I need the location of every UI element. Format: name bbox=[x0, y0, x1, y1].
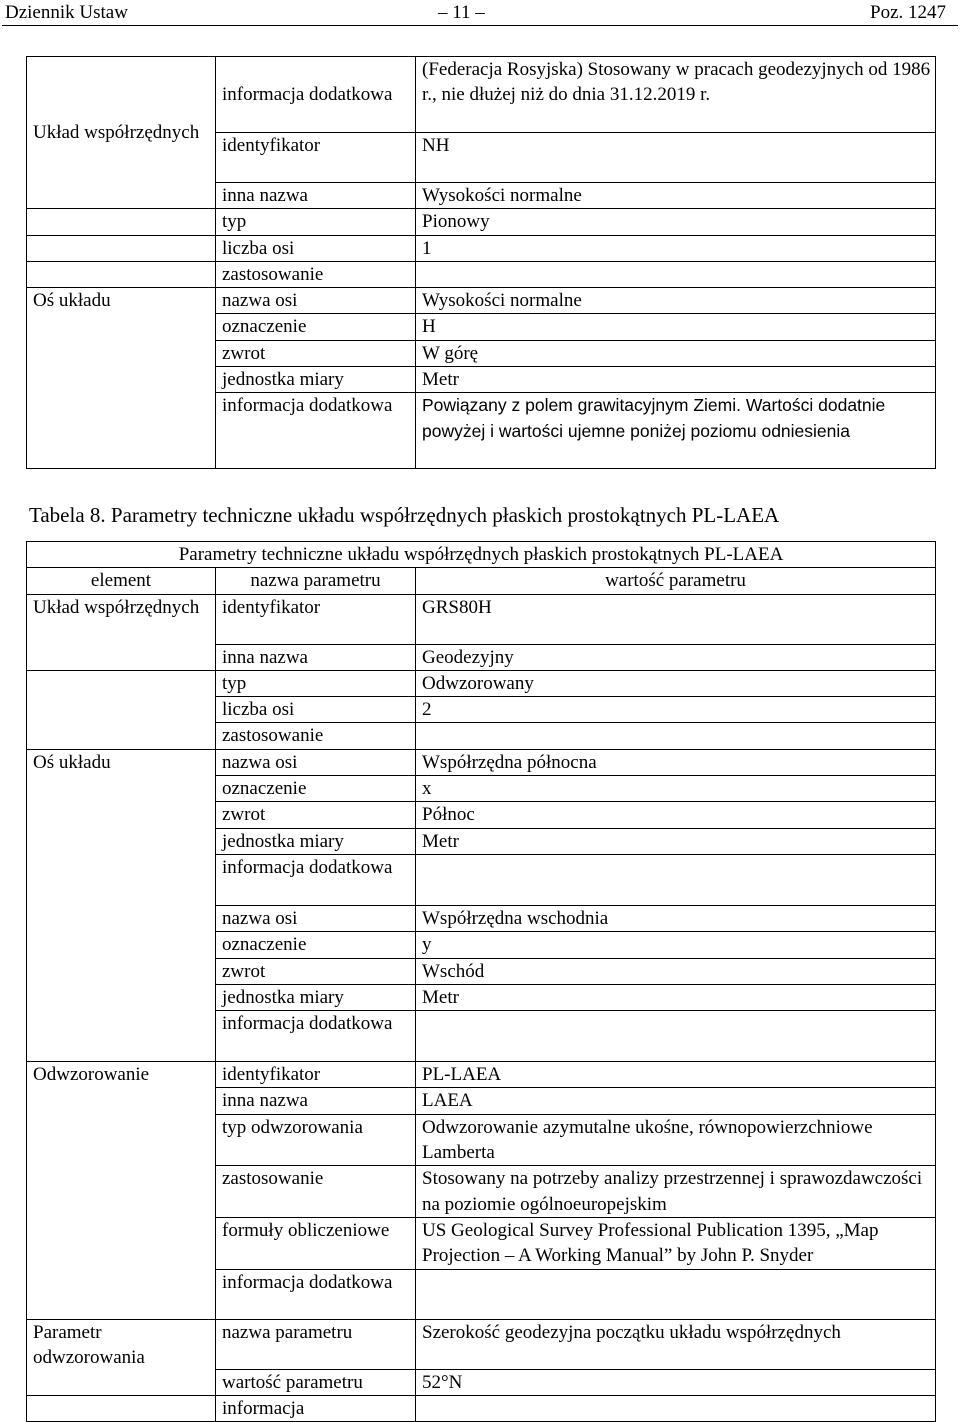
typ-value: Odwzorowany bbox=[416, 670, 936, 696]
axis2-ozn-label: oznaczenie bbox=[216, 932, 416, 958]
odw-typ-value: Odwzorowanie azymutalne ukośne, równopowierzchniowe Lamberta bbox=[416, 1114, 936, 1166]
nazwa-osi-label: nazwa osi bbox=[216, 288, 416, 314]
inna-label: inna nazwa bbox=[216, 644, 416, 670]
inna-label: inna nazwa bbox=[216, 183, 416, 209]
axis2-info-label: informacja dodatkowa bbox=[216, 1011, 416, 1062]
os-label: Oś układu bbox=[27, 749, 216, 1061]
param-info-value bbox=[416, 1395, 936, 1421]
zwrot-label: zwrot bbox=[216, 340, 416, 366]
coordinate-system-table-continued bbox=[26, 56, 936, 469]
axis1-info-value bbox=[416, 854, 936, 905]
odw-label: Odwzorowanie bbox=[27, 1062, 216, 1319]
odw-ident-label: identyfikator bbox=[216, 1062, 416, 1088]
uklad-filler bbox=[27, 670, 216, 749]
odw-info-value bbox=[416, 1269, 936, 1319]
typ-label: typ bbox=[216, 209, 416, 235]
axis1-zwrot-label: zwrot bbox=[216, 802, 416, 828]
ident-label: identyfikator bbox=[216, 133, 416, 183]
axis1-ozn-label: oznaczenie bbox=[216, 776, 416, 802]
zast-value bbox=[416, 723, 936, 749]
header-rule bbox=[2, 25, 958, 26]
param-wart-value: 52°N bbox=[416, 1369, 936, 1395]
ident-value: GRS80H bbox=[416, 594, 936, 644]
axis1-jedn-value: Metr bbox=[416, 828, 936, 854]
liczba-value: 1 bbox=[416, 235, 936, 261]
typ-value: Pionowy bbox=[416, 209, 936, 235]
odw-typ-label: typ odwzorowania bbox=[216, 1114, 416, 1166]
liczba-label: liczba osi bbox=[216, 235, 416, 261]
axis1-nazwa-value: Współrzędna północna bbox=[416, 749, 936, 775]
ident-value: NH bbox=[416, 133, 936, 183]
position-number: Poz. 1247 bbox=[870, 2, 946, 23]
odw-inna-value: LAEA bbox=[416, 1088, 936, 1114]
axis1-jedn-label: jednostka miary bbox=[216, 828, 416, 854]
uklad-filler bbox=[27, 261, 216, 287]
axis1-zwrot-value: Północ bbox=[416, 802, 936, 828]
odw-zast-label: zastosowanie bbox=[216, 1166, 416, 1218]
param-nazwa-value: Szerokość geodezyjna początku układu współrzędnych bbox=[416, 1319, 936, 1369]
table-caption: Tabela 8. Parametry techniczne układu współrzędnych płaskich prostokątnych PL-LAEA bbox=[29, 503, 780, 527]
zwrot-value: W górę bbox=[416, 340, 936, 366]
axis1-info-label: informacja dodatkowa bbox=[216, 854, 416, 905]
page-header bbox=[0, 0, 960, 26]
axis1-ozn-value: x bbox=[416, 776, 936, 802]
info2-label: informacja dodatkowa bbox=[216, 393, 416, 469]
zast-value bbox=[416, 261, 936, 287]
axis2-nazwa-label: nazwa osi bbox=[216, 905, 416, 931]
info1-value: (Federacja Rosyjska) Stosowany w pracach geodezyjnych od 1986 r., nie dłużej niż do dnia 31.12.2019 r. bbox=[416, 57, 936, 133]
jedn-value: Metr bbox=[416, 367, 936, 393]
axis2-jedn-value: Metr bbox=[416, 984, 936, 1010]
param-wart-label: wartość parametru bbox=[216, 1369, 416, 1395]
axis2-info-value bbox=[416, 1011, 936, 1062]
ozn-label: oznaczenie bbox=[216, 314, 416, 340]
axis2-ozn-value: y bbox=[416, 932, 936, 958]
odw-inna-label: inna nazwa bbox=[216, 1088, 416, 1114]
col-header-element: element bbox=[27, 568, 216, 594]
col-header-wartosc: wartość parametru bbox=[416, 568, 936, 594]
col-header-nazwa: nazwa parametru bbox=[216, 568, 416, 594]
axis2-zwrot-value: Wschód bbox=[416, 958, 936, 984]
axis2-zwrot-label: zwrot bbox=[216, 958, 416, 984]
typ-label: typ bbox=[216, 670, 416, 696]
uklad-filler bbox=[27, 209, 216, 235]
param-info-label: informacja bbox=[216, 1395, 416, 1421]
inna-value: Wysokości normalne bbox=[416, 183, 936, 209]
journal-name: Dziennik Ustaw bbox=[5, 2, 128, 23]
info1-label: informacja dodatkowa bbox=[216, 57, 416, 133]
nazwa-osi-value: Wysokości normalne bbox=[416, 288, 936, 314]
zast-label: zastosowanie bbox=[216, 723, 416, 749]
odw-ident-value: PL-LAEA bbox=[416, 1062, 936, 1088]
odw-form-label: formuły obliczeniowe bbox=[216, 1217, 416, 1269]
jedn-label: jednostka miary bbox=[216, 367, 416, 393]
ozn-value: H bbox=[416, 314, 936, 340]
liczba-value: 2 bbox=[416, 697, 936, 723]
axis2-nazwa-value: Współrzędna wschodnia bbox=[416, 905, 936, 931]
info2-value: Powiązany z polem grawitacyjnym Ziemi. Wartości dodatnie powyżej i wartości ujemne poniżej poziomu odniesienia bbox=[416, 393, 936, 469]
os-label: Oś układu bbox=[27, 288, 216, 469]
uklad-label: Układ współrzędnych bbox=[27, 594, 216, 670]
page-number: – 11 – bbox=[438, 2, 485, 23]
pl-laea-parameters-table bbox=[26, 541, 936, 1422]
axis1-nazwa-label: nazwa osi bbox=[216, 749, 416, 775]
param-filler bbox=[27, 1395, 216, 1421]
inna-value: Geodezyjny bbox=[416, 644, 936, 670]
liczba-label: liczba osi bbox=[216, 697, 416, 723]
zast-label: zastosowanie bbox=[216, 261, 416, 287]
uklad-label: Układ współrzędnych bbox=[27, 57, 216, 209]
table-title: Parametry techniczne układu współrzędnych płaskich prostokątnych PL-LAEA bbox=[27, 542, 936, 568]
param-label: Parametr odwzorowania bbox=[27, 1319, 216, 1395]
odw-zast-value: Stosowany na potrzeby analizy przestrzennej i sprawozdawczości na poziomie ogólnoeuropejskim bbox=[416, 1166, 936, 1218]
param-nazwa-label: nazwa parametru bbox=[216, 1319, 416, 1369]
odw-info-label: informacja dodatkowa bbox=[216, 1269, 416, 1319]
odw-form-value: US Geological Survey Professional Publication 1395, „Map Projection – A Working Manual” by John P. Snyder bbox=[416, 1217, 936, 1269]
uklad-filler bbox=[27, 235, 216, 261]
axis2-jedn-label: jednostka miary bbox=[216, 984, 416, 1010]
ident-label: identyfikator bbox=[216, 594, 416, 644]
